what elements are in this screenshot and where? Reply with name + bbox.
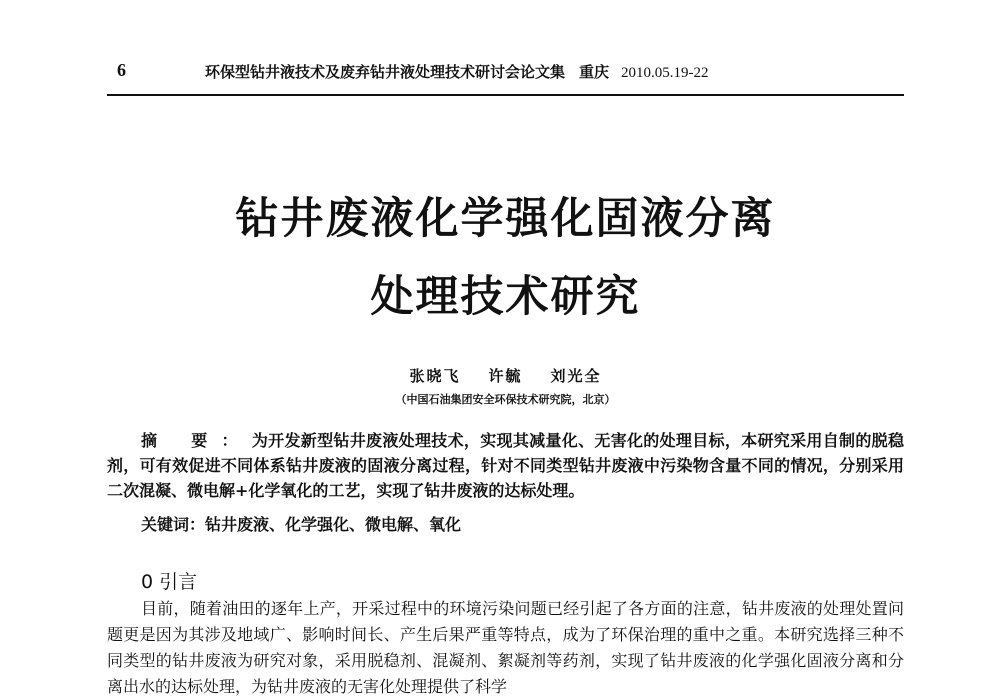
body-paragraph: 目前，随着油田的逐年上产，开采过程中的环境污染问题已经引起了各方面的注意，钻井废液的处理处置问题更是因为其涉及地域广、影响时间长、产生后果严重等特点，成为了环保治理的重中之重。本研究选择三种不同类型的钻井废液为研究对象，采用脱稳剂、混凝剂、絮凝剂等药剂，实现了钻井废液的化学强化固液分离和分离出水的达标处理，为钻井废液的无害化处理提供了科学 [107,599,904,696]
running-head [205,61,845,82]
keywords-label: 关键词： [141,515,206,534]
title-line-2: 处理技术研究 [370,272,641,322]
keywords-text: 钻井废液、化学强化、微电解、氧化 [205,515,462,534]
abstract-text: 为开发新型钻井废液处理技术，实现其减量化、无害化的处理目标，本研究采用自制的脱稳剂，可有效促进不同体系钻井废液的固液分离过程，针对不同类型钻井废液中污染物含量不同的情况，分别采用二次混凝、微电解+化学氧化的工艺，实现了钻井废液的达标处理。 [107,431,904,500]
title-line-1: 钻井废液化学强化固液分离 [235,194,776,244]
section-heading: 0 引言 [141,571,198,593]
affiliation: （中国石油集团安全环保技术研究院，北京） [395,393,616,406]
page-number: 6 [117,60,126,80]
author-name: 刘光全 [550,367,602,385]
header-rule [107,94,904,96]
keywords [141,512,461,535]
running-title: 环保型钻井液技术及废弃钻井液处理技术研讨会论文集 [205,63,566,81]
abstract-label: 摘 要： [141,431,252,450]
running-date: 2010.05.19-22 [621,65,709,81]
author-name: 张晓飞 [409,367,461,385]
authors [107,365,904,386]
running-city: 重庆 [579,63,610,81]
abstract [107,428,904,503]
author-name: 许毓 [488,367,523,385]
